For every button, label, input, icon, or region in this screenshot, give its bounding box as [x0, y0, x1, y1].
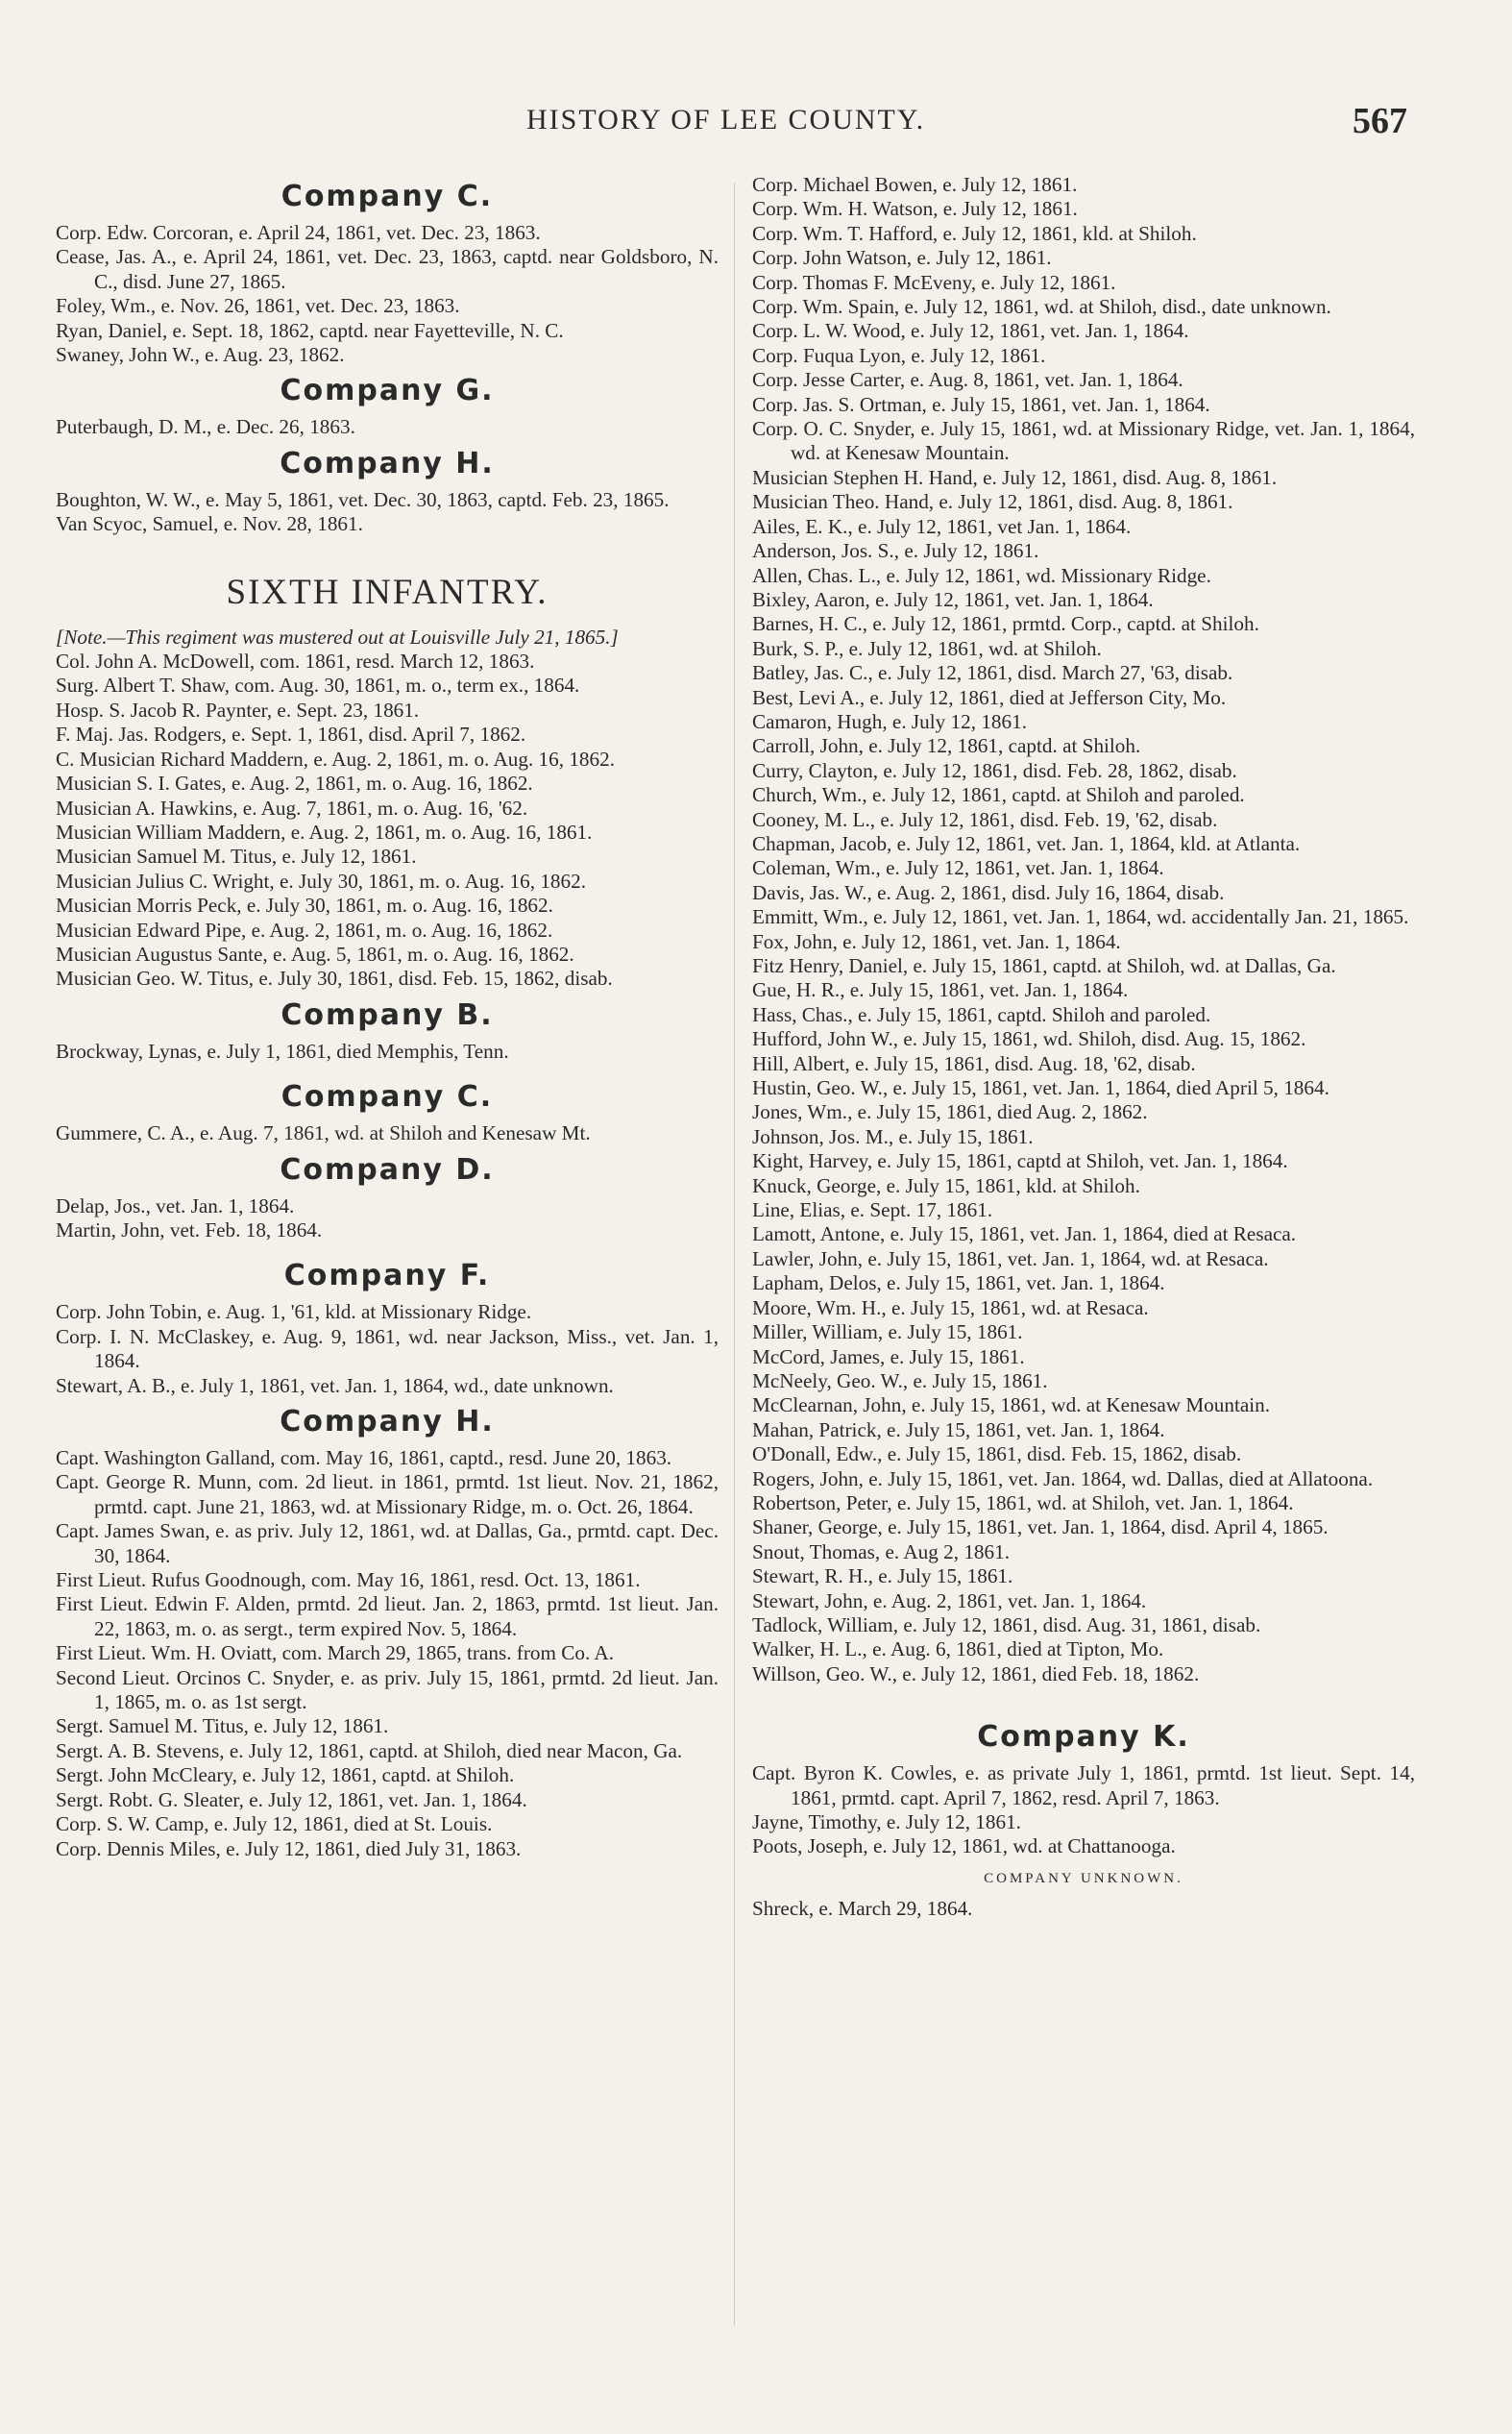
roster-entry: Tadlock, William, e. July 12, 1861, disd. Aug. 31, 1861, disab.	[752, 1612, 1261, 1636]
roster-entry: Curry, Clayton, e. July 12, 1861, disd. Feb. 28, 1862, disab.	[752, 758, 1237, 782]
company-heading: Company H.	[280, 1405, 495, 1438]
roster-entry: Musician Julius C. Wright, e. July 30, 1861, m. o. Aug. 16, 1862.	[56, 869, 586, 893]
roster-entry: Line, Elias, e. Sept. 17, 1861.	[752, 1198, 993, 1222]
roster-entry: Mahan, Patrick, e. July 15, 1861, vet. Jan. 1, 1864.	[752, 1417, 1165, 1441]
roster-entry: Hill, Albert, e. July 15, 1861, disd. Aug. 18, '62, disab.	[752, 1051, 1196, 1075]
roster-entry: Gue, H. R., e. July 15, 1861, vet. Jan. 1, 1864.	[752, 978, 1129, 1002]
roster-entry: Sergt. A. B. Stevens, e. July 12, 1861, captd. at Shiloh, died near Macon, Ga.	[56, 1738, 683, 1762]
roster-list	[752, 1897, 1415, 1921]
roster-entry: Second Lieut. Orcinos C. Snyder, e. as priv. July 15, 1861, prmtd. 2d lieut. Jan. 1, 1865, m. o. as 1st sergt.	[56, 1665, 719, 1714]
roster-entry: Corp. Thomas F. McEveny, e. July 12, 1861.	[752, 270, 1116, 294]
roster-entry: Corp. L. W. Wood, e. July 12, 1861, vet. Jan. 1, 1864.	[752, 319, 1189, 343]
roster-entry: Kight, Harvey, e. July 15, 1861, captd at Shiloh, vet. Jan. 1, 1864.	[752, 1149, 1288, 1173]
roster-entry: Ailes, E. K., e. July 12, 1861, vet Jan. 1, 1864.	[752, 514, 1132, 538]
company-heading: Company K.	[977, 1720, 1190, 1755]
roster-entry: Sergt. Robt. G. Sleater, e. July 12, 1861, vet. Jan. 1, 1864.	[56, 1787, 527, 1811]
roster-entry: Lapham, Delos, e. July 15, 1861, vet. Jan. 1, 1864.	[752, 1271, 1165, 1295]
roster-entry: Bixley, Aaron, e. July 12, 1861, vet. Jan. 1, 1864.	[752, 587, 1154, 611]
roster-entry: Allen, Chas. L., e. July 12, 1861, wd. Missionary Ridge.	[752, 563, 1211, 587]
roster-entry: Col. John A. McDowell, com. 1861, resd. March 12, 1863.	[56, 650, 535, 674]
roster-entry: Sergt. John McCleary, e. July 12, 1861, captd. at Shiloh.	[56, 1763, 515, 1787]
roster-entry: Musician Samuel M. Titus, e. July 12, 1861.	[56, 845, 417, 869]
roster-entry: Barnes, H. C., e. July 12, 1861, prmtd. Corp., captd. at Shiloh.	[752, 612, 1259, 636]
roster-entry: O'Donall, Edw., e. July 15, 1861, disd. Feb. 15, 1862, disab.	[752, 1442, 1242, 1466]
roster-entry: Walker, H. L., e. Aug. 6, 1861, died at Tipton, Mo.	[752, 1637, 1164, 1661]
roster-entry: Cease, Jas. A., e. April 24, 1861, vet. Dec. 23, 1863, captd. near Goldsboro, N. C., disd. June 27, 1865.	[56, 245, 719, 293]
roster-entry: McNeely, Geo. W., e. July 15, 1861.	[752, 1368, 1048, 1392]
roster-entry: Poots, Joseph, e. July 12, 1861, wd. at Chattanooga.	[752, 1834, 1176, 1858]
roster-entry: Stewart, R. H., e. July 15, 1861.	[752, 1564, 1013, 1588]
roster-list	[752, 173, 1415, 1686]
roster-entry: Capt. James Swan, e. as priv. July 12, 1861, wd. at Dallas, Ga., prmtd. capt. Dec. 30, 1864.	[56, 1519, 719, 1567]
roster-entry: Emmitt, Wm., e. July 12, 1861, vet. Jan. 1, 1864, wd. accidentally Jan. 21, 1865.	[752, 905, 1409, 929]
roster-entry: Church, Wm., e. July 12, 1861, captd. at Shiloh and paroled.	[752, 783, 1245, 807]
roster-entry: Puterbaugh, D. M., e. Dec. 26, 1863.	[56, 415, 355, 439]
company-heading: Company C.	[280, 1080, 494, 1115]
roster-entry: Johnson, Jos. M., e. July 15, 1861.	[752, 1124, 1034, 1148]
roster-list	[56, 1121, 719, 1145]
roster-entry: Musician Augustus Sante, e. Aug. 5, 1861, m. o. Aug. 16, 1862.	[56, 942, 574, 966]
roster-entry: Jayne, Timothy, e. July 12, 1861.	[752, 1810, 1021, 1833]
running-title: HISTORY OF LEE COUNTY.	[526, 104, 926, 135]
roster-entry: Rogers, John, e. July 15, 1861, vet. Jan. 1864, wd. Dallas, died at Allatoona.	[752, 1466, 1374, 1490]
roster-entry: Capt. Byron K. Cowles, e. as private July 1, 1861, prmtd. 1st lieut. Sept. 14, 1861, prmtd. capt. April 7, 1862, resd. April 7, 1863.	[752, 1761, 1415, 1809]
roster-entry: Corp. John Watson, e. July 12, 1861.	[752, 246, 1052, 270]
regiment-heading: SIXTH INFANTRY.	[226, 572, 549, 612]
roster-entry: Snout, Thomas, e. Aug 2, 1861.	[752, 1539, 1010, 1563]
roster-entry: Brockway, Lynas, e. July 1, 1861, died Memphis, Tenn.	[56, 1039, 509, 1063]
roster-entry: Hass, Chas., e. July 15, 1861, captd. Shiloh and paroled.	[752, 1002, 1211, 1026]
roster-entry: Davis, Jas. W., e. Aug. 2, 1861, disd. July 16, 1864, disab.	[752, 880, 1225, 904]
roster-entry: Hufford, John W., e. July 15, 1861, wd. Shiloh, disd. Aug. 15, 1862.	[752, 1027, 1306, 1051]
roster-entry: First Lieut. Wm. H. Oviatt, com. March 29, 1865, trans. from Co. A.	[56, 1641, 615, 1665]
company-heading: Company H.	[280, 446, 495, 480]
roster-list	[56, 221, 719, 367]
roster-entry: F. Maj. Jas. Rodgers, e. Sept. 1, 1861, disd. April 7, 1862.	[56, 723, 526, 747]
roster-entry: Musician A. Hawkins, e. Aug. 7, 1861, m. o. Aug. 16, '62.	[56, 796, 528, 820]
roster-entry: C. Musician Richard Maddern, e. Aug. 2, 1861, m. o. Aug. 16, 1862.	[56, 747, 616, 771]
roster-list	[56, 1194, 719, 1243]
roster-entry: Robertson, Peter, e. July 15, 1861, wd. at Shiloh, vet. Jan. 1, 1864.	[752, 1490, 1294, 1514]
roster-entry: Foley, Wm., e. Nov. 26, 1861, vet. Dec. 23, 1863.	[56, 294, 460, 318]
roster-entry: Burk, S. P., e. July 12, 1861, wd. at Shiloh.	[752, 636, 1102, 660]
roster-entry: Batley, Jas. C., e. July 12, 1861, disd. March 27, '63, disab.	[752, 661, 1233, 685]
roster-entry: Corp. Wm. H. Watson, e. July 12, 1861.	[752, 197, 1078, 221]
roster-entry: Lawler, John, e. July 15, 1861, vet. Jan. 1, 1864, wd. at Resaca.	[752, 1246, 1269, 1270]
roster-entry: Fitz Henry, Daniel, e. July 15, 1861, captd. at Shiloh, wd. at Dallas, Ga.	[752, 954, 1336, 977]
roster-entry: Moore, Wm. H., e. July 15, 1861, wd. at Resaca.	[752, 1295, 1149, 1319]
roster-entry: Surg. Albert T. Shaw, com. Aug. 30, 1861, m. o., term ex., 1864.	[56, 674, 580, 698]
roster-entry: Corp. Jas. S. Ortman, e. July 15, 1861, vet. Jan. 1, 1864.	[752, 392, 1210, 416]
roster-entry: Camaron, Hugh, e. July 12, 1861.	[752, 709, 1028, 733]
roster-entry: Musician Geo. W. Titus, e. July 30, 1861, disd. Feb. 15, 1862, disab.	[56, 967, 613, 991]
roster-entry: Shreck, e. March 29, 1864.	[752, 1897, 973, 1921]
roster-entry: Musician William Maddern, e. Aug. 2, 1861, m. o. Aug. 16, 1861.	[56, 820, 593, 844]
roster-entry: Corp. S. W. Camp, e. July 12, 1861, died at St. Louis.	[56, 1812, 493, 1836]
roster-list	[56, 1040, 719, 1064]
roster-entry: Boughton, W. W., e. May 5, 1861, vet. Dec. 30, 1863, captd. Feb. 23, 1865.	[56, 487, 670, 511]
page-header	[0, 101, 1512, 142]
roster-entry: McCord, James, e. July 15, 1861.	[752, 1344, 1025, 1368]
company-heading: Company G.	[280, 374, 495, 408]
page-number: 567	[1353, 101, 1407, 141]
roster-list	[56, 650, 719, 992]
roster-entry: Musician Morris Peck, e. July 30, 1861, m. o. Aug. 16, 1862.	[56, 894, 553, 918]
roster-entry: Lamott, Antone, e. July 15, 1861, vet. Jan. 1, 1864, died at Resaca.	[752, 1222, 1297, 1246]
roster-entry: Corp. Michael Bowen, e. July 12, 1861.	[752, 173, 1078, 196]
roster-entry: Ryan, Daniel, e. Sept. 18, 1862, captd. near Fayetteville, N. C.	[56, 318, 564, 342]
roster-entry: Stewart, A. B., e. July 1, 1861, vet. Jan. 1, 1864, wd., date unknown.	[56, 1373, 614, 1397]
company-heading: Company F.	[283, 1259, 491, 1293]
roster-entry: Corp. Wm. T. Hafford, e. July 12, 1861, kld. at Shiloh.	[752, 221, 1197, 245]
roster-entry: Corp. Edw. Corcoran, e. April 24, 1861, vet. Dec. 23, 1863.	[56, 221, 541, 244]
roster-entry: Corp. I. N. McClaskey, e. Aug. 9, 1861, wd. near Jackson, Miss., vet. Jan. 1, 1864.	[56, 1324, 719, 1373]
roster-entry: McClearnan, John, e. July 15, 1861, wd. at Kenesaw Mountain.	[752, 1393, 1271, 1417]
roster-entry: Martin, John, vet. Feb. 18, 1864.	[56, 1217, 323, 1242]
roster-entry: Shaner, George, e. July 15, 1861, vet. Jan. 1, 1864, disd. April 4, 1865.	[752, 1515, 1329, 1539]
roster-entry: Sergt. Samuel M. Titus, e. July 12, 1861.	[56, 1714, 389, 1738]
roster-entry: Chapman, Jacob, e. July 12, 1861, vet. Jan. 1, 1864, kld. at Atlanta.	[752, 831, 1301, 855]
roster-entry: Best, Levi A., e. July 12, 1861, died at Jefferson City, Mo.	[752, 685, 1227, 709]
roster-entry: Miller, William, e. July 15, 1861.	[752, 1320, 1023, 1344]
roster-list	[56, 488, 719, 537]
roster-entry: Corp. O. C. Snyder, e. July 15, 1861, wd. at Missionary Ridge, vet. Jan. 1, 1864, wd. at Kenesaw Mountain.	[752, 417, 1415, 465]
roster-entry: Musician S. I. Gates, e. Aug. 2, 1861, m. o. Aug. 16, 1862.	[56, 772, 533, 796]
roster-entry: Fox, John, e. July 12, 1861, vet. Jan. 1, 1864.	[752, 929, 1121, 953]
regiment-note: [Note.—This regiment was mustered out at Louisville July 21, 1865.]	[56, 625, 619, 649]
roster-entry: Corp. Fuqua Lyon, e. July 12, 1861.	[752, 343, 1046, 367]
roster-entry: Willson, Geo. W., e. July 12, 1861, died Feb. 18, 1862.	[752, 1661, 1200, 1685]
right-column	[752, 173, 1415, 1922]
roster-list	[56, 1446, 719, 1861]
roster-entry: Corp. Dennis Miles, e. July 12, 1861, died July 31, 1863.	[56, 1836, 522, 1860]
roster-entry: Hosp. S. Jacob R. Paynter, e. Sept. 23, 1861.	[56, 698, 420, 722]
roster-entry: Musician Stephen H. Hand, e. July 12, 1861, disd. Aug. 8, 1861.	[752, 465, 1278, 489]
company-heading: Company D.	[280, 1152, 495, 1187]
column-divider	[734, 183, 735, 2325]
roster-entry: Stewart, John, e. Aug. 2, 1861, vet. Jan. 1, 1864.	[752, 1588, 1147, 1612]
roster-entry: First Lieut. Edwin F. Alden, prmtd. 2d lieut. Jan. 2, 1863, prmtd. 1st lieut. Jan. 22, 1863, m. o. as sergt., term expired Nov. 5, 1864.	[56, 1592, 719, 1640]
roster-entry: Van Scyoc, Samuel, e. Nov. 28, 1861.	[56, 512, 363, 536]
roster-entry: Hustin, Geo. W., e. July 15, 1861, vet. Jan. 1, 1864, died April 5, 1864.	[752, 1076, 1329, 1100]
roster-entry: Swaney, John W., e. Aug. 23, 1862.	[56, 343, 345, 367]
roster-entry: Coleman, Wm., e. July 12, 1861, vet. Jan. 1, 1864.	[752, 856, 1164, 880]
roster-entry: Gummere, C. A., e. Aug. 7, 1861, wd. at Shiloh and Kenesaw Mt.	[56, 1121, 591, 1145]
roster-entry: Corp. Jesse Carter, e. Aug. 8, 1861, vet. Jan. 1, 1864.	[752, 368, 1183, 392]
company-heading: Company C.	[280, 180, 494, 213]
roster-entry: Cooney, M. L., e. July 12, 1861, disd. Feb. 19, '62, disab.	[752, 807, 1218, 831]
company-heading: Company B.	[280, 997, 494, 1032]
roster-entry: Corp. John Tobin, e. Aug. 1, '61, kld. at Missionary Ridge.	[56, 1300, 532, 1324]
roster-entry: Musician Edward Pipe, e. Aug. 2, 1861, m. o. Aug. 16, 1862.	[56, 918, 553, 942]
roster-entry: Corp. Wm. Spain, e. July 12, 1861, wd. at Shiloh, disd., date unknown.	[752, 295, 1331, 319]
roster-entry: Anderson, Jos. S., e. July 12, 1861.	[752, 539, 1039, 563]
company-unknown-heading: COMPANY UNKNOWN.	[984, 1870, 1183, 1886]
roster-entry: Knuck, George, e. July 15, 1861, kld. at Shiloh.	[752, 1173, 1140, 1197]
left-column	[56, 173, 719, 1861]
roster-entry: Delap, Jos., vet. Jan. 1, 1864.	[56, 1193, 295, 1217]
roster-list	[56, 1300, 719, 1398]
roster-entry: Carroll, John, e. July 12, 1861, captd. at Shiloh.	[752, 734, 1141, 758]
roster-list	[56, 415, 719, 439]
roster-entry: Jones, Wm., e. July 15, 1861, died Aug. 2, 1862.	[752, 1100, 1148, 1124]
roster-entry: Musician Theo. Hand, e. July 12, 1861, disd. Aug. 8, 1861.	[752, 490, 1233, 514]
roster-entry: Capt. George R. Munn, com. 2d lieut. in 1861, prmtd. 1st lieut. Nov. 21, 1862, prmtd. capt. June 21, 1863, wd. at Missionary Ridge, m. o. Oct. 26, 1864.	[56, 1470, 719, 1518]
roster-entry: Capt. Washington Galland, com. May 16, 1861, captd., resd. June 20, 1863.	[56, 1446, 672, 1469]
roster-entry: First Lieut. Rufus Goodnough, com. May 16, 1861, resd. Oct. 13, 1861.	[56, 1568, 641, 1592]
roster-list	[752, 1761, 1415, 1859]
